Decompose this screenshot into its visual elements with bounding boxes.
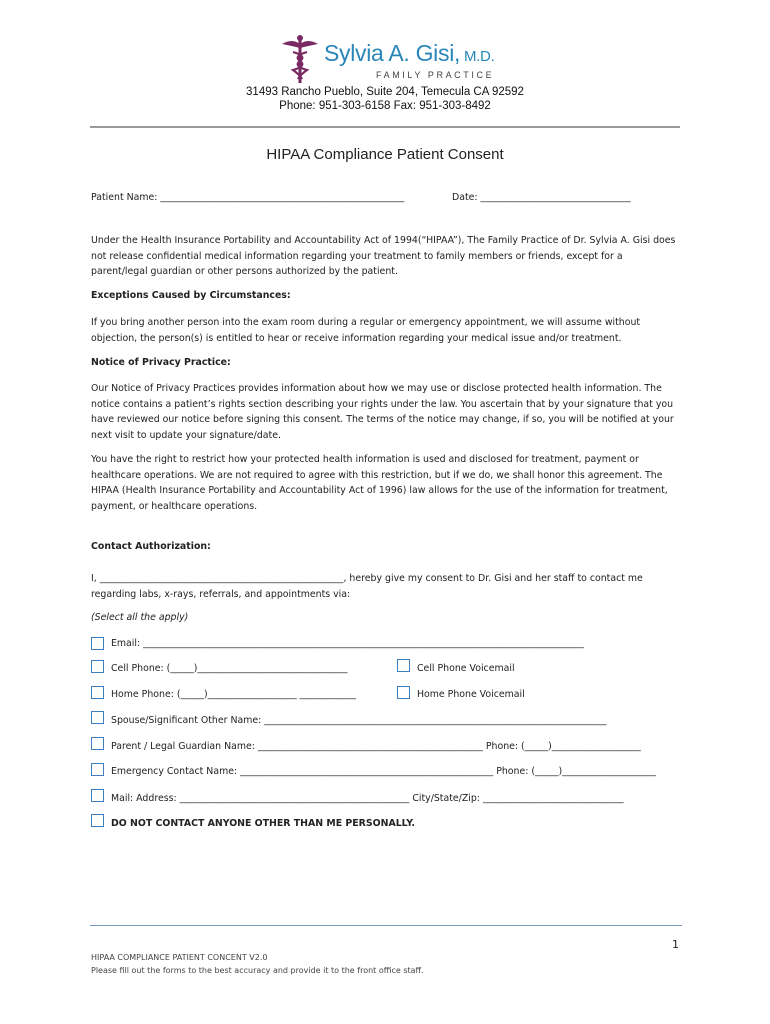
caduceus-icon bbox=[278, 34, 322, 84]
spouse-checkbox[interactable] bbox=[91, 711, 104, 724]
mail-label[interactable]: Mail: Address: _________________________________________________ City/State/Zip: ______________________________ bbox=[111, 793, 624, 804]
cell-voicemail-checkbox[interactable] bbox=[397, 659, 410, 672]
select-note: (Select all the apply) bbox=[91, 612, 189, 623]
document-title: HIPAA Compliance Patient Consent bbox=[266, 146, 504, 163]
home-voicemail-label: Home Phone Voicemail bbox=[417, 689, 525, 700]
patient-name-field[interactable]: Patient Name: ____________________________________________________ bbox=[91, 192, 405, 203]
footer-version: HIPAA COMPLIANCE PATIENT CONCENT V2.0 bbox=[91, 953, 268, 962]
do-not-contact-checkbox[interactable] bbox=[91, 814, 104, 827]
guardian-label[interactable]: Parent / Legal Guardian Name: ________________________________________________ Phone: (_____)___________________ bbox=[111, 741, 641, 752]
spouse-label[interactable]: Spouse/Significant Other Name: _________________________________________________________________________ bbox=[111, 715, 607, 726]
exceptions-heading: Exceptions Caused by Circumstances: bbox=[91, 290, 291, 301]
mail-checkbox[interactable] bbox=[91, 789, 104, 802]
home-phone-checkbox[interactable] bbox=[91, 686, 104, 699]
footer-note: Please fill out the forms to the best accuracy and provide it to the front office staff. bbox=[91, 966, 424, 975]
do-not-contact-label: DO NOT CONTACT ANYONE OTHER THAN ME PERSONALLY. bbox=[111, 818, 415, 829]
exceptions-paragraph: If you bring another person into the exam room during a regular or emergency appointment, we will assume without objection, the person(s) is entitled to hear or receive information regarding your medical issue and/or treatment. bbox=[91, 317, 641, 344]
contact-consent-line[interactable]: I, ____________________________________________________, hereby give my consent to Dr. Gisi and her staff to contact me regarding labs, x-rays, referrals, and appointments via: bbox=[91, 573, 643, 600]
page-number: 1 bbox=[672, 938, 679, 951]
email-checkbox[interactable] bbox=[91, 637, 104, 650]
practice-phone-fax: Phone: 951-303-6158 Fax: 951-303-8492 bbox=[279, 100, 491, 112]
cell-voicemail-label: Cell Phone Voicemail bbox=[417, 663, 515, 674]
logo-name: Sylvia A. Gisi, M.D. bbox=[324, 40, 495, 66]
emergency-contact-checkbox[interactable] bbox=[91, 763, 104, 776]
notice-heading: Notice of Privacy Practice: bbox=[91, 357, 231, 368]
date-field[interactable]: Date: ________________________________ bbox=[452, 192, 631, 203]
emergency-contact-label[interactable]: Emergency Contact Name: ______________________________________________________ Phone: (_____)____________________ bbox=[111, 766, 656, 777]
cell-phone-label[interactable]: Cell Phone: (_____)________________________________ bbox=[111, 663, 348, 674]
notice-paragraph-2: You have the right to restrict how your protected health information is used and disclosed for treatment, payment or healthcare operations. We are not required to agree with this restriction, but if we do, we shall honor this agreement. The HIPAA (Health Insurance Portability and Accountability Act of 1996) law allows for the use of the information for treatment, payment, or healthcare operations. bbox=[91, 454, 668, 512]
intro-paragraph: Under the Health Insurance Portability and Accountability Act of 1994(“HIPAA”), The Family Practice of Dr. Sylvia A. Gisi does not release confidential medical information regarding your treatment to family members or friends, except for a parent/legal guardian or other persons authorized by the patient. bbox=[91, 235, 676, 277]
cell-phone-checkbox[interactable] bbox=[91, 660, 104, 673]
notice-paragraph-1: Our Notice of Privacy Practices provides information about how we may use or disclose protected health information. The notice contains a patient’s rights section describing your rights under the law. You ascertain that by your signature that you have reviewed our notice before signing this consent. The terms of the notice may change, if so, you will be notified at your next visit to update your signature/date. bbox=[91, 383, 674, 441]
email-label[interactable]: Email: ______________________________________________________________________________________________ bbox=[111, 638, 584, 649]
practice-address: 31493 Rancho Pueblo, Suite 204, Temecula CA 92592 bbox=[246, 86, 524, 98]
contact-heading: Contact Authorization: bbox=[91, 541, 211, 552]
footer-divider bbox=[90, 925, 682, 926]
guardian-checkbox[interactable] bbox=[91, 737, 104, 750]
home-voicemail-checkbox[interactable] bbox=[397, 686, 410, 699]
practice-logo bbox=[278, 34, 498, 84]
header-divider bbox=[90, 126, 680, 128]
home-phone-label[interactable]: Home Phone: (_____)___________________ ____________ bbox=[111, 689, 356, 700]
logo-subtitle: FAMILY PRACTICE bbox=[376, 70, 495, 80]
